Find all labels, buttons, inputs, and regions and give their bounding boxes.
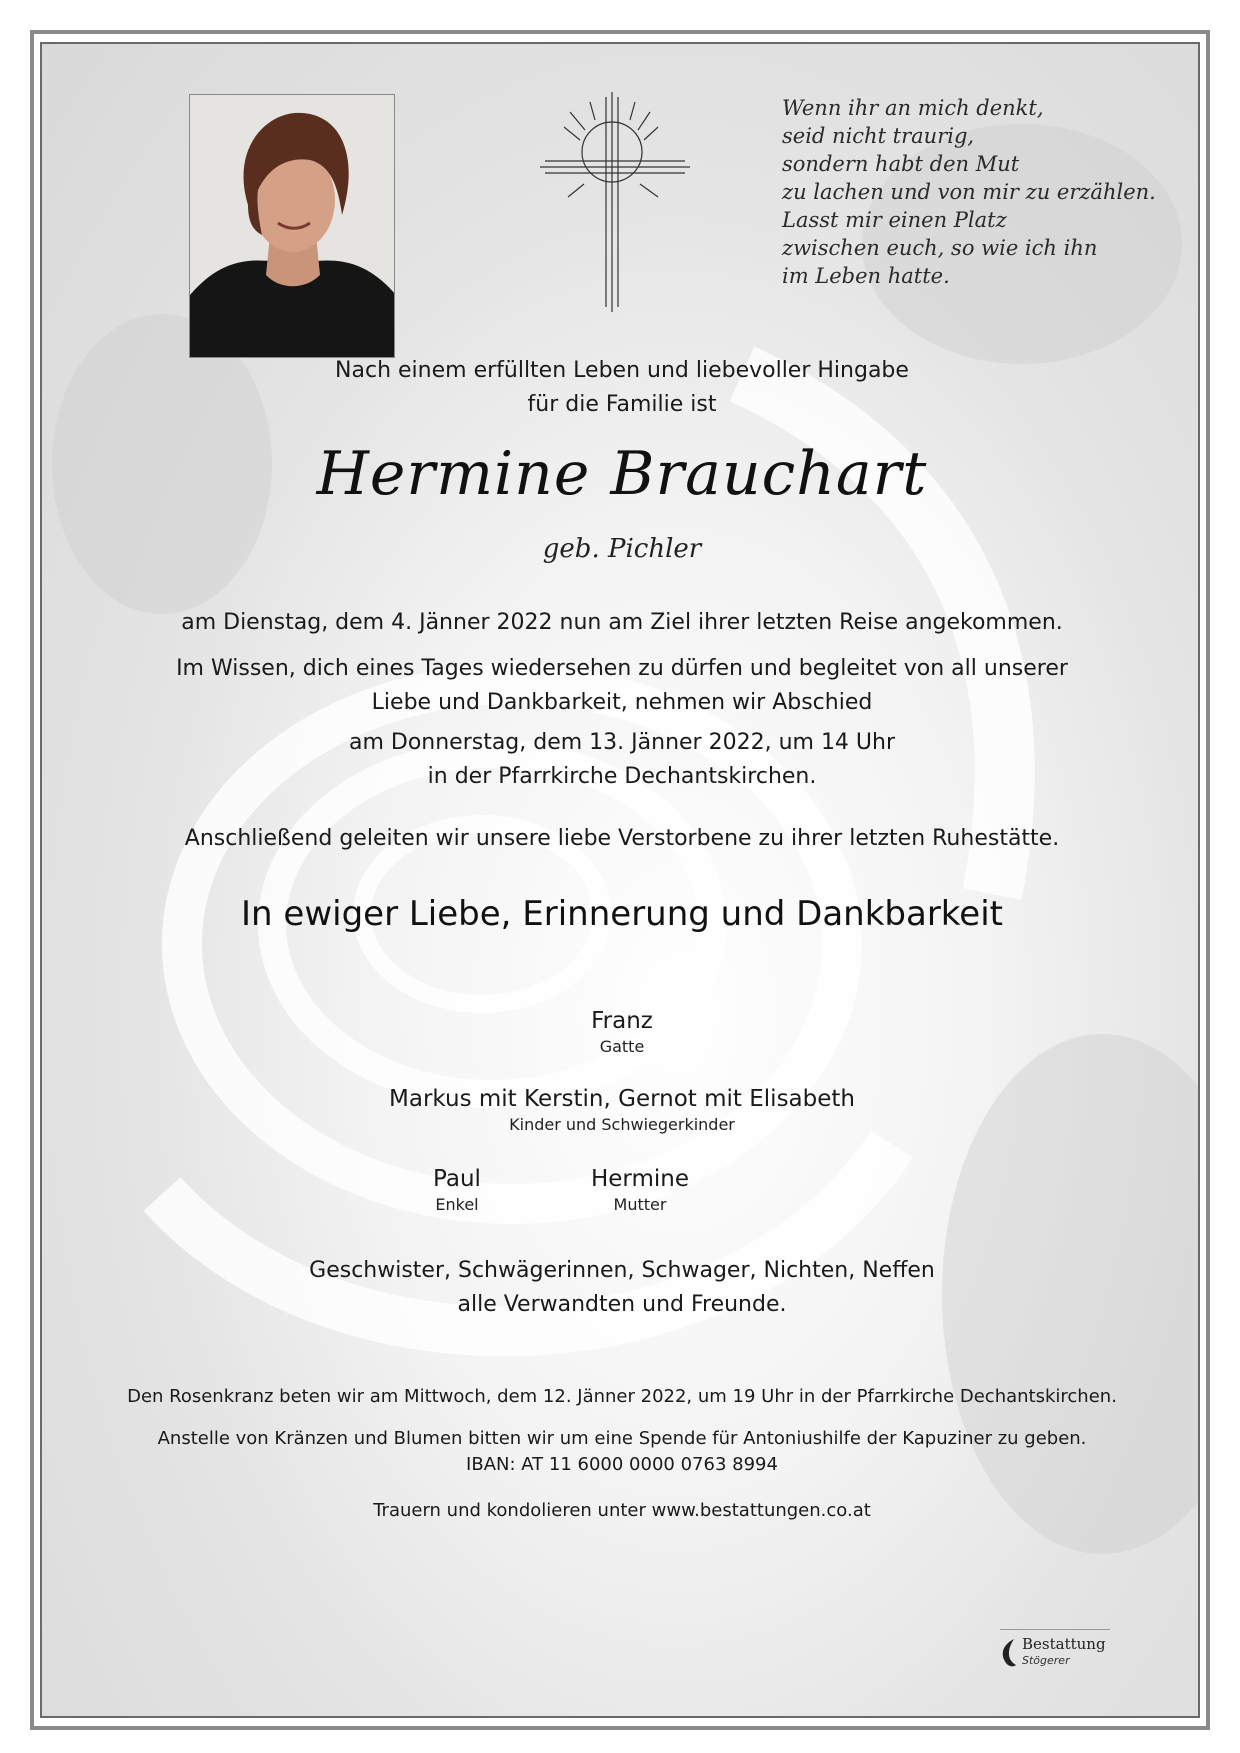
poem-line: seid nicht traurig,: [782, 124, 975, 148]
service-details: am Donnerstag, dem 13. Jänner 2022, um 14 Uhr in der Pfarrkirche Dechantskirchen.: [348, 730, 896, 789]
poem-line: sondern habt den Mut: [782, 152, 1020, 176]
poem-line: zwischen euch, so wie ich ihn: [782, 236, 1098, 260]
motto: In ewiger Liebe, Erinnerung und Dankbarkeit: [241, 894, 1003, 934]
mourner-others: Geschwister, Schwägerinnen, Schwager, Nichten, Neffen alle Verwandten und Freunde.: [309, 1258, 935, 1317]
iban: IBAN: AT 11 6000 0000 0763 8994: [466, 1454, 778, 1475]
maiden-name: geb. Pichler: [542, 534, 702, 564]
portrait-photo: [189, 94, 395, 358]
intro: Nach einem erfüllten Leben und liebevoller Hingabe für die Familie ist: [335, 358, 909, 417]
mourner-children: Markus mit Kerstin, Gernot mit Elisabeth Kinder und Schwiegerkinder: [389, 1086, 855, 1134]
rosary-info: Den Rosenkranz beten wir am Mittwoch, dem 12. Jänner 2022, um 19 Uhr in der Pfarrkirche Dechantskirchen.: [127, 1386, 1117, 1407]
poem-line: im Leben hatte.: [782, 264, 950, 288]
condolence-info: Trauern und kondolieren unter www.bestattungen.co.at: [373, 1500, 871, 1521]
mourner-grandchild: Paul Enkel: [433, 1166, 481, 1214]
notice-page: [40, 42, 1200, 1718]
donation-info: Anstelle von Kränzen und Blumen bitten wir um eine Spende für Antoniushilfe der Kapuziner zu geben.: [157, 1428, 1087, 1449]
deceased-name: Hermine Brauchart: [316, 439, 928, 509]
death-announcement: am Dienstag, dem 4. Jänner 2022 nun am Ziel ihrer letzten Reise angekommen.: [181, 610, 1063, 635]
leaf-icon: [1000, 1637, 1018, 1669]
funeral-home-logo: Bestattung Stögerer: [1000, 1635, 1110, 1675]
cross-icon: [540, 92, 710, 312]
burial-text: Anschließend geleiten wir unsere liebe Verstorbene zu ihrer letzten Ruhestätte.: [184, 826, 1060, 851]
poem-line: zu lachen und von mir zu erzählen.: [782, 180, 1156, 204]
farewell-text: Im Wissen, dich eines Tages wiedersehen zu dürfen und begleitet von all unserer Liebe und Dankbarkeit, nehmen wir Abschied: [176, 656, 1068, 715]
poem-line: Lasst mir einen Platz: [782, 208, 1007, 232]
poem: [782, 94, 1182, 290]
mourner-mother: Hermine Mutter: [590, 1166, 690, 1214]
mourner-spouse: Franz Gatte: [591, 1008, 653, 1056]
poem-line: Wenn ihr an mich denkt,: [782, 96, 1044, 120]
